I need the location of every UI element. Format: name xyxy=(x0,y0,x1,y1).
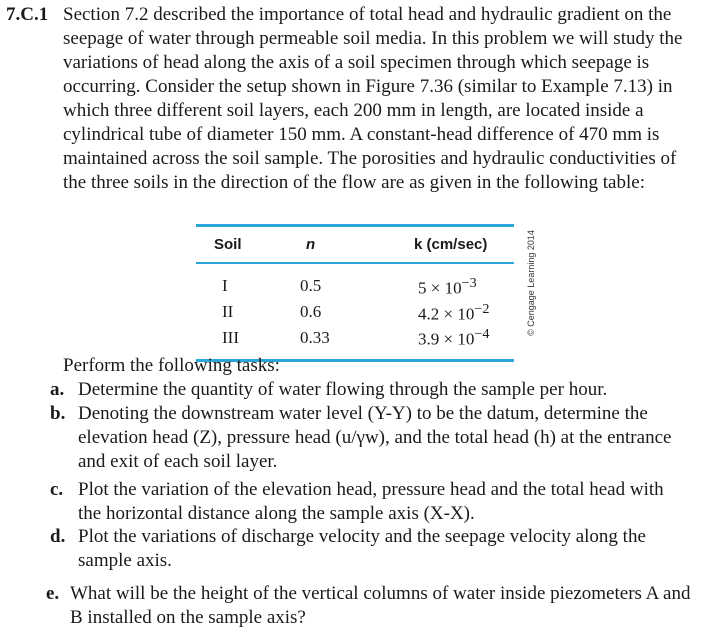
task-text: What will be the height of the vertical columns of water inside piezometers A and B installed on the sample axis? xyxy=(70,583,691,628)
task-e xyxy=(0,582,700,630)
task-letter: c. xyxy=(50,479,64,500)
task-letter: a. xyxy=(50,379,65,400)
porosity-cell: 0.33 xyxy=(300,327,330,347)
porosity-cell: 0.6 xyxy=(300,301,322,321)
task-text: Determine the quantity of water flowing through the sample per hour. xyxy=(78,379,608,400)
soil-cell: I xyxy=(222,276,228,296)
tasks-lead: Perform the following tasks: xyxy=(63,355,280,376)
copyright-text: © Cengage Learning 2014 xyxy=(526,230,536,336)
intro-text: Section 7.2 described the importance of total head and hydraulic gradient on the seepage of water through permeable soil media. In this problem we will study the variations of head along the axis of a soil specimen through which seepage is occurring. Consider the setup shown in Figure 7.36 (similar to Example 7.13) in which three different soil layers, each 200 mm in length, are located inside a cylindrical tube of diameter 150 mm. A constant-head difference of 470 mm is maintained across the soil sample. The porosities and hydraulic conductivities of the three soils in the direction of the flow are as given in the following table: xyxy=(63,4,683,193)
conductivity-cell: $4.2 \times 10^{-2}$ xyxy=(418,300,490,324)
task-letter: b. xyxy=(50,403,66,424)
k-exponent: −2 xyxy=(474,300,490,317)
header-soil: Soil xyxy=(196,227,300,263)
task-d xyxy=(0,525,700,573)
k-coefficient: 4.2 xyxy=(418,304,440,324)
soil-cell: II xyxy=(222,301,234,321)
task-b xyxy=(0,402,700,474)
task-letter: d. xyxy=(50,526,66,547)
soil-cell: III xyxy=(222,327,239,347)
task-text: Plot the variation of the elevation head, pressure head and the total head with the horizontal distance along the sample axis (X-X). xyxy=(78,479,664,524)
conductivity-cell: $5 \times 10^{-3}$ xyxy=(418,275,477,298)
table-header-row xyxy=(196,227,514,263)
table-row xyxy=(196,299,514,325)
problem-intro xyxy=(63,3,703,195)
header-conductivity: k (cm/sec) xyxy=(396,227,514,263)
task-c xyxy=(0,478,700,526)
conductivity-cell: $3.9 \times 10^{-4}$ xyxy=(418,326,490,349)
porosity-cell: 0.5 xyxy=(300,276,322,296)
k-exponent: −3 xyxy=(461,275,477,291)
k-coefficient: 3.9 xyxy=(418,329,440,349)
problem-number: 7.C.1 xyxy=(6,4,49,25)
k-coefficient: 5 xyxy=(418,278,427,298)
task-text: Plot the variations of discharge velocity and the seepage velocity along the sample axis. xyxy=(78,526,646,571)
task-a xyxy=(0,378,700,402)
task-letter: e. xyxy=(46,583,60,604)
soil-table xyxy=(196,224,514,362)
copyright-notice xyxy=(521,224,541,342)
k-exponent: −4 xyxy=(474,326,490,343)
table-row xyxy=(196,263,514,299)
task-text: Denoting the downstream water level (Y-Y) to be the datum, determine the elevation head (Z), pressure head (u/γw), and the total head (h) at the entrance and exit of each soil layer. xyxy=(78,403,672,472)
header-porosity: n xyxy=(300,227,396,263)
